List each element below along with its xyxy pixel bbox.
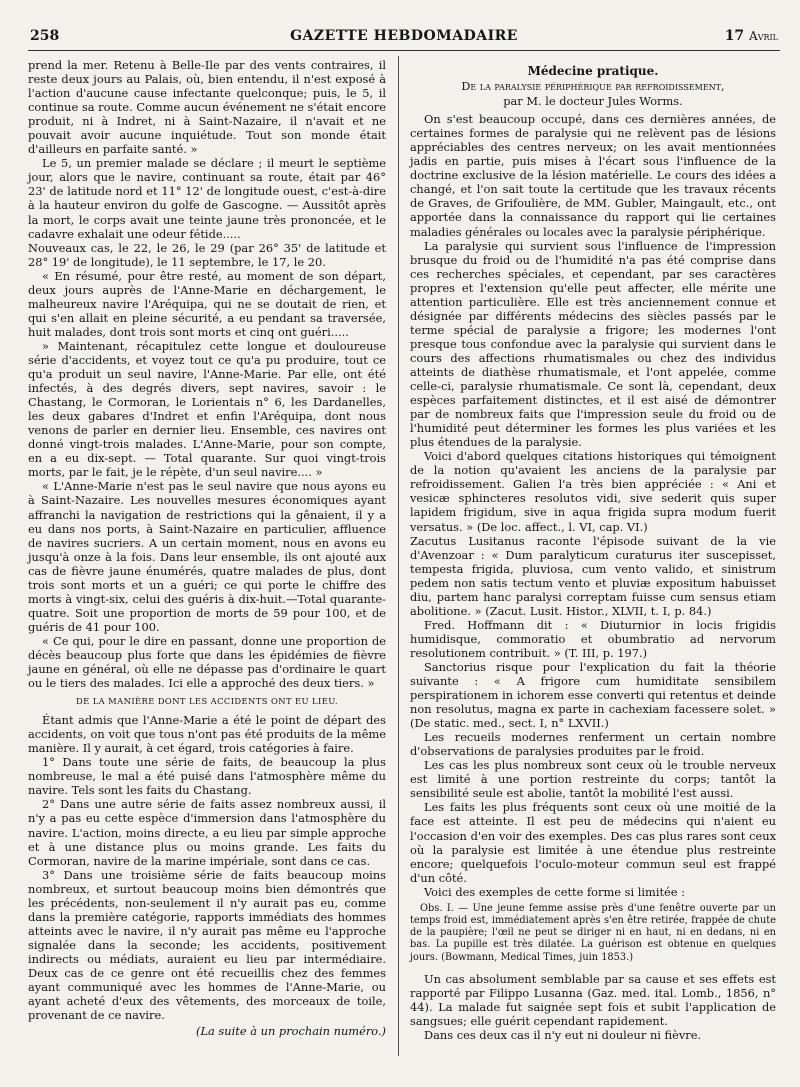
issue-date <box>725 28 778 44</box>
paragraph: Voici d'abord quelques citations historiques qui témoignent de la notion qu'avaient les anciens de la paralysie par refroidissement. Galien l'a très bien appréciée : « Ani et vesicæ sphincteres resolutos vidi, sive sederit quis super lapidem frigidum, sive in aqua frigida supra modum fuerit versatus. » (De loc. affect., l. VI, cap. VI.) <box>410 449 776 534</box>
paragraph: 3° Dans une troisième série de faits beaucoup moins nombreux, et surtout beaucoup moins bien démontrés que les précédents, non-seulement il n'y aurait pas eu, comme dans la première catégorie, rapports immédiats des hommes atteints avec le navire, il n'y aurait pas même eu l'approche signalée dans la seconde; les accidents, positivement indirects ou médiats, auraient eu lieu par intermédiaire. Deux cas de ce genre ont été recueillis chez des femmes ayant communiqué avec les hommes de l'Anne-Marie, ou ayant acheté d'eux des vêtements, des morceaux de toile, provenant de ce navire. <box>28 867 386 1023</box>
paragraph: Les recueils modernes renferment un certain nombre d'observations de paralysies produites par le froid. <box>410 730 776 759</box>
column-divider <box>398 56 399 1056</box>
page-number: 258 <box>30 28 60 44</box>
article-heading: Médecine pratique. <box>527 64 659 78</box>
paragraph: » Maintenant, récapitulez cette longue et douloureuse série d'accidents, et voyez tout ce qu'a pu produire, tout ce qu'a produit un seul navire, l'Anne-Marie. Par elle, ont été infectés, à des degrés divers, sept navires, savoir : le Chastang, le Cormoran, le Lorientais n° 6, les Dardanelles, les deux gabares d'Indret et enfin l'Aréquipa, dont nous venons de parler en dernier lieu. Ensemble, ces navires ont donné vingt-trois malades. L'Anne-Marie, pour son compte, en a eu dix-sept. — Total quarante. Sur quoi vingt-trois morts, par le fait, je le répète, d'un seul navire.... » <box>28 338 386 480</box>
issue-date-month: Avril <box>749 29 778 43</box>
left-column <box>28 58 386 1038</box>
paragraph: « Ce qui, pour le dire en passant, donne une proportion de décès beaucoup plus forte que dans les épidémies de fièvre jaune en général, où elle ne dépasse pas d'ordinaire le quart ou le tiers des malades. Ici elle a approché des deux tiers. » <box>28 633 386 691</box>
paragraph: « En résumé, pour être resté, au moment de son départ, deux jours auprès de l'Anne-Marie en déchargement, le malheureux navire l'Aréquipa, qui ne se doutait de rien, et qui s'en allait en pleine sécurité, a eu pendant sa traversée, huit malades, dont trois sont morts et cinq ont guéri..... <box>28 268 386 339</box>
article-author: par M. le docteur Jules Worms. <box>503 94 683 109</box>
publication-title: GAZETTE HEBDOMADAIRE <box>290 28 518 44</box>
paragraph: 2° Dans une autre série de faits assez nombreux aussi, il n'y a pas eu cette espèce d'immersion dans l'atmosphère du navire. L'action, moins directe, a eu lieu par simple approche et à une distance plus ou moins grande. Les faits du Cormoran, navire de la marine impériale, sont dans ce cas. <box>28 797 386 868</box>
section-heading: DE LA MANIÈRE DONT LES ACCIDENTS ONT EU LIEU. <box>76 696 338 707</box>
paragraph: La paralysie qui survient sous l'influence de l'impression brusque du froid ou de l'humidité n'a pas été comprise dans ces recherches spéciales, et cependant, par ses caractères propres et l'extension qu'elle peut affecter, elle mérite une attention particulière. Elle est très anciennement connue et désignée par différents médecins des siècles passés par le terme spécial de paralysie a frigore; les modernes l'ont presque tous confondue avec la paralysie qui survient dans le cours des affections rhumatismales ou chez des individus atteints de diathèse rhumatismale, et l'ont appelée, comme celle-ci, paralysie rhumatismale. Ce sont là, cependant, deux espèces parfaitement distinctes, et il est aisé de démontrer par de nombreux faits que l'impression seule du froid ou de l'humidité peut déterminer les formes les plus variées et les plus étendues de la paralysie. <box>410 238 776 450</box>
paragraph: « L'Anne-Marie n'est pas le seul navire que nous ayons eu à Saint-Nazaire. Les nouvelles mesures économiques ayant affranchi la navigation de restrictions qui la gênaient, il y a eu dans nos ports, à Saint-Nazaire en particulier, affluence de navires sucriers. A un certain moment, nous en avons eu jusqu'à onze à la fois. Dans leur ensemble, ils ont ajouté aux cas de fièvre jaune énumérés, quatre malades de plus, dont trois sont morts et un a guéri; ce qui porte le chiffre des morts à vingt-six, celui des guéris à dix-huit.—Total quarante-quatre. Soit une proportion de morts de 59 pour 100, et de guéris de 41 pour 100. <box>28 479 386 634</box>
right-column <box>410 58 776 1042</box>
article-title: De la paralysie périphérique par refroidissement, <box>461 80 725 94</box>
paragraph: Fred. Hoffmann dit : « Diuturnior in locis frigidis humidisque, commoratio et obumbratio ad nervorum resolutionem contribuit. » (T. III, p. 197.) <box>410 617 776 660</box>
header-rule <box>28 50 780 51</box>
issue-date-day: 17 <box>724 28 745 44</box>
continued-note-text: (La suite à un prochain numéro.) <box>196 1024 386 1039</box>
paragraph: 1° Dans toute une série de faits, de beaucoup la plus nombreuse, le mal a été puisé dans l'atmosphère même du navire. Tels sont les faits du Chastang. <box>28 755 386 798</box>
paragraph: Les faits les plus fréquents sont ceux où une moitié de la face est atteinte. Il est peu de médecins qui n'aient eu l'occasion d'en voir des exemples. Des cas plus rares sont ceux où la paralysie est limitée à une étendue plus restreinte encore; quelquefois l'oculo-moteur commun seul est frappé d'un côté. <box>410 800 776 885</box>
paragraph: Voici des exemples de cette forme si limitée : <box>424 884 685 899</box>
paragraph: Zacutus Lusitanus raconte l'épisode suivant de la vie d'Avenzoar : « Dum paralyticum curaturus iter suscepisset, tempesta frigida, pluviosa, cum vento valido, et sinistrum pedem non satis tectum vento et pluviæ expositum habuisset diu, partem hanc paralysi correptam fuisse cum sensus etiam abolitione. » (Zacut. Lusit. Histor., XLVII, t. I, p. 84.) <box>410 533 776 618</box>
continued-note <box>28 1024 386 1038</box>
paragraph: Les cas les plus nombreux sont ceux où le trouble nerveux est limité à une portion restreinte du corps; tantôt la sensibilité seule est abolie, tantôt la mobilité l'est aussi. <box>410 758 776 801</box>
paragraph: Étant admis que l'Anne-Marie a été le point de départ des accidents, on voit que tous n'ont pas été produits de la même manière. Il y aurait, à cet égard, trois catégories à faire. <box>28 713 386 756</box>
page-header <box>30 26 778 48</box>
paragraph: Dans ces deux cas il n'y eut ni douleur ni fièvre. <box>424 1027 702 1042</box>
paragraph: Le 5, un premier malade se déclare ; il meurt le septième jour, alors que le navire, continuant sa route, était par 46° 23' de latitude nord et 11° 12' de longitude ouest, c'est-à-dire à la hauteur environ du golfe de Gascogne. — Aussitôt après la mort, le corps avait une teinte jaune très prononcée, et le cadavre exhalait une odeur fétide..... <box>28 156 386 241</box>
paragraph: Nouveaux cas, le 22, le 26, le 29 (par 26° 35' de latitude et 28° 19' de longitude), le 11 septembre, le 17, le 20. <box>28 240 386 269</box>
observation-note: Obs. I. — Une jeune femme assise près d'une fenêtre ouverte par un temps froid est, immédiatement après s'en être retirée, frappée de chute de la paupière; l'œil ne peut se diriger ni en haut, ni en dedans, ni en bas. La pupille est très dilatée. La guérison est obtenue en quelques jours. (Bowmann, Medical Times, juin 1853.) <box>410 902 776 963</box>
paragraph: Sanctorius risque pour l'explication du fait la théorie suivante : « A frigore cum humiditate sensibilem perspirationem in ichorem esse converti qui retentus et deinde non resolutus, magna ex parte in cachexiam facessere solet. » (De static. med., sect. I, n° LXVII.) <box>410 659 776 731</box>
paragraph: Un cas absolument semblable par sa cause et ses effets est rapporté par Filippo Lusanna (Gaz. med. ital. Lomb., 1856, n° 44). La malade fut saignée sept fois et subit l'application de sangsues; elle guérit cependant rapidement. <box>410 971 776 1028</box>
paragraph: prend la mer. Retenu à Belle-Ile par des vents contraires, il reste deux jours au Palais, où, bien entendu, il n'est exposé à l'action d'aucune cause infectante quelconque; puis, le 5, il continue sa route. Comme aucun événement ne s'était encore produit, ni à Indret, ni à Saint-Nazaire, il n'avait et ne pouvait avoir aucune inquiétude. Tout son monde était d'ailleurs en parfaite santé. » <box>28 58 386 157</box>
paragraph: On s'est beaucoup occupé, dans ces dernières années, de certaines formes de paralysie qui ne relèvent pas de lésions appréciables des centres nerveux; on les avait mentionnées jadis en partie, puis mises à l'écart sous l'influence de la doctrine exclusive de la lésion matérielle. Le cours des idées a changé, et l'on sait toute la certitude que les travaux récents de Graves, de Grifoulière, de MM. Gubler, Maingault, etc., ont apportée dans la connaissance du rapport qui lie certaines maladies générales ou locales avec la paralysie périphérique. <box>410 112 776 239</box>
